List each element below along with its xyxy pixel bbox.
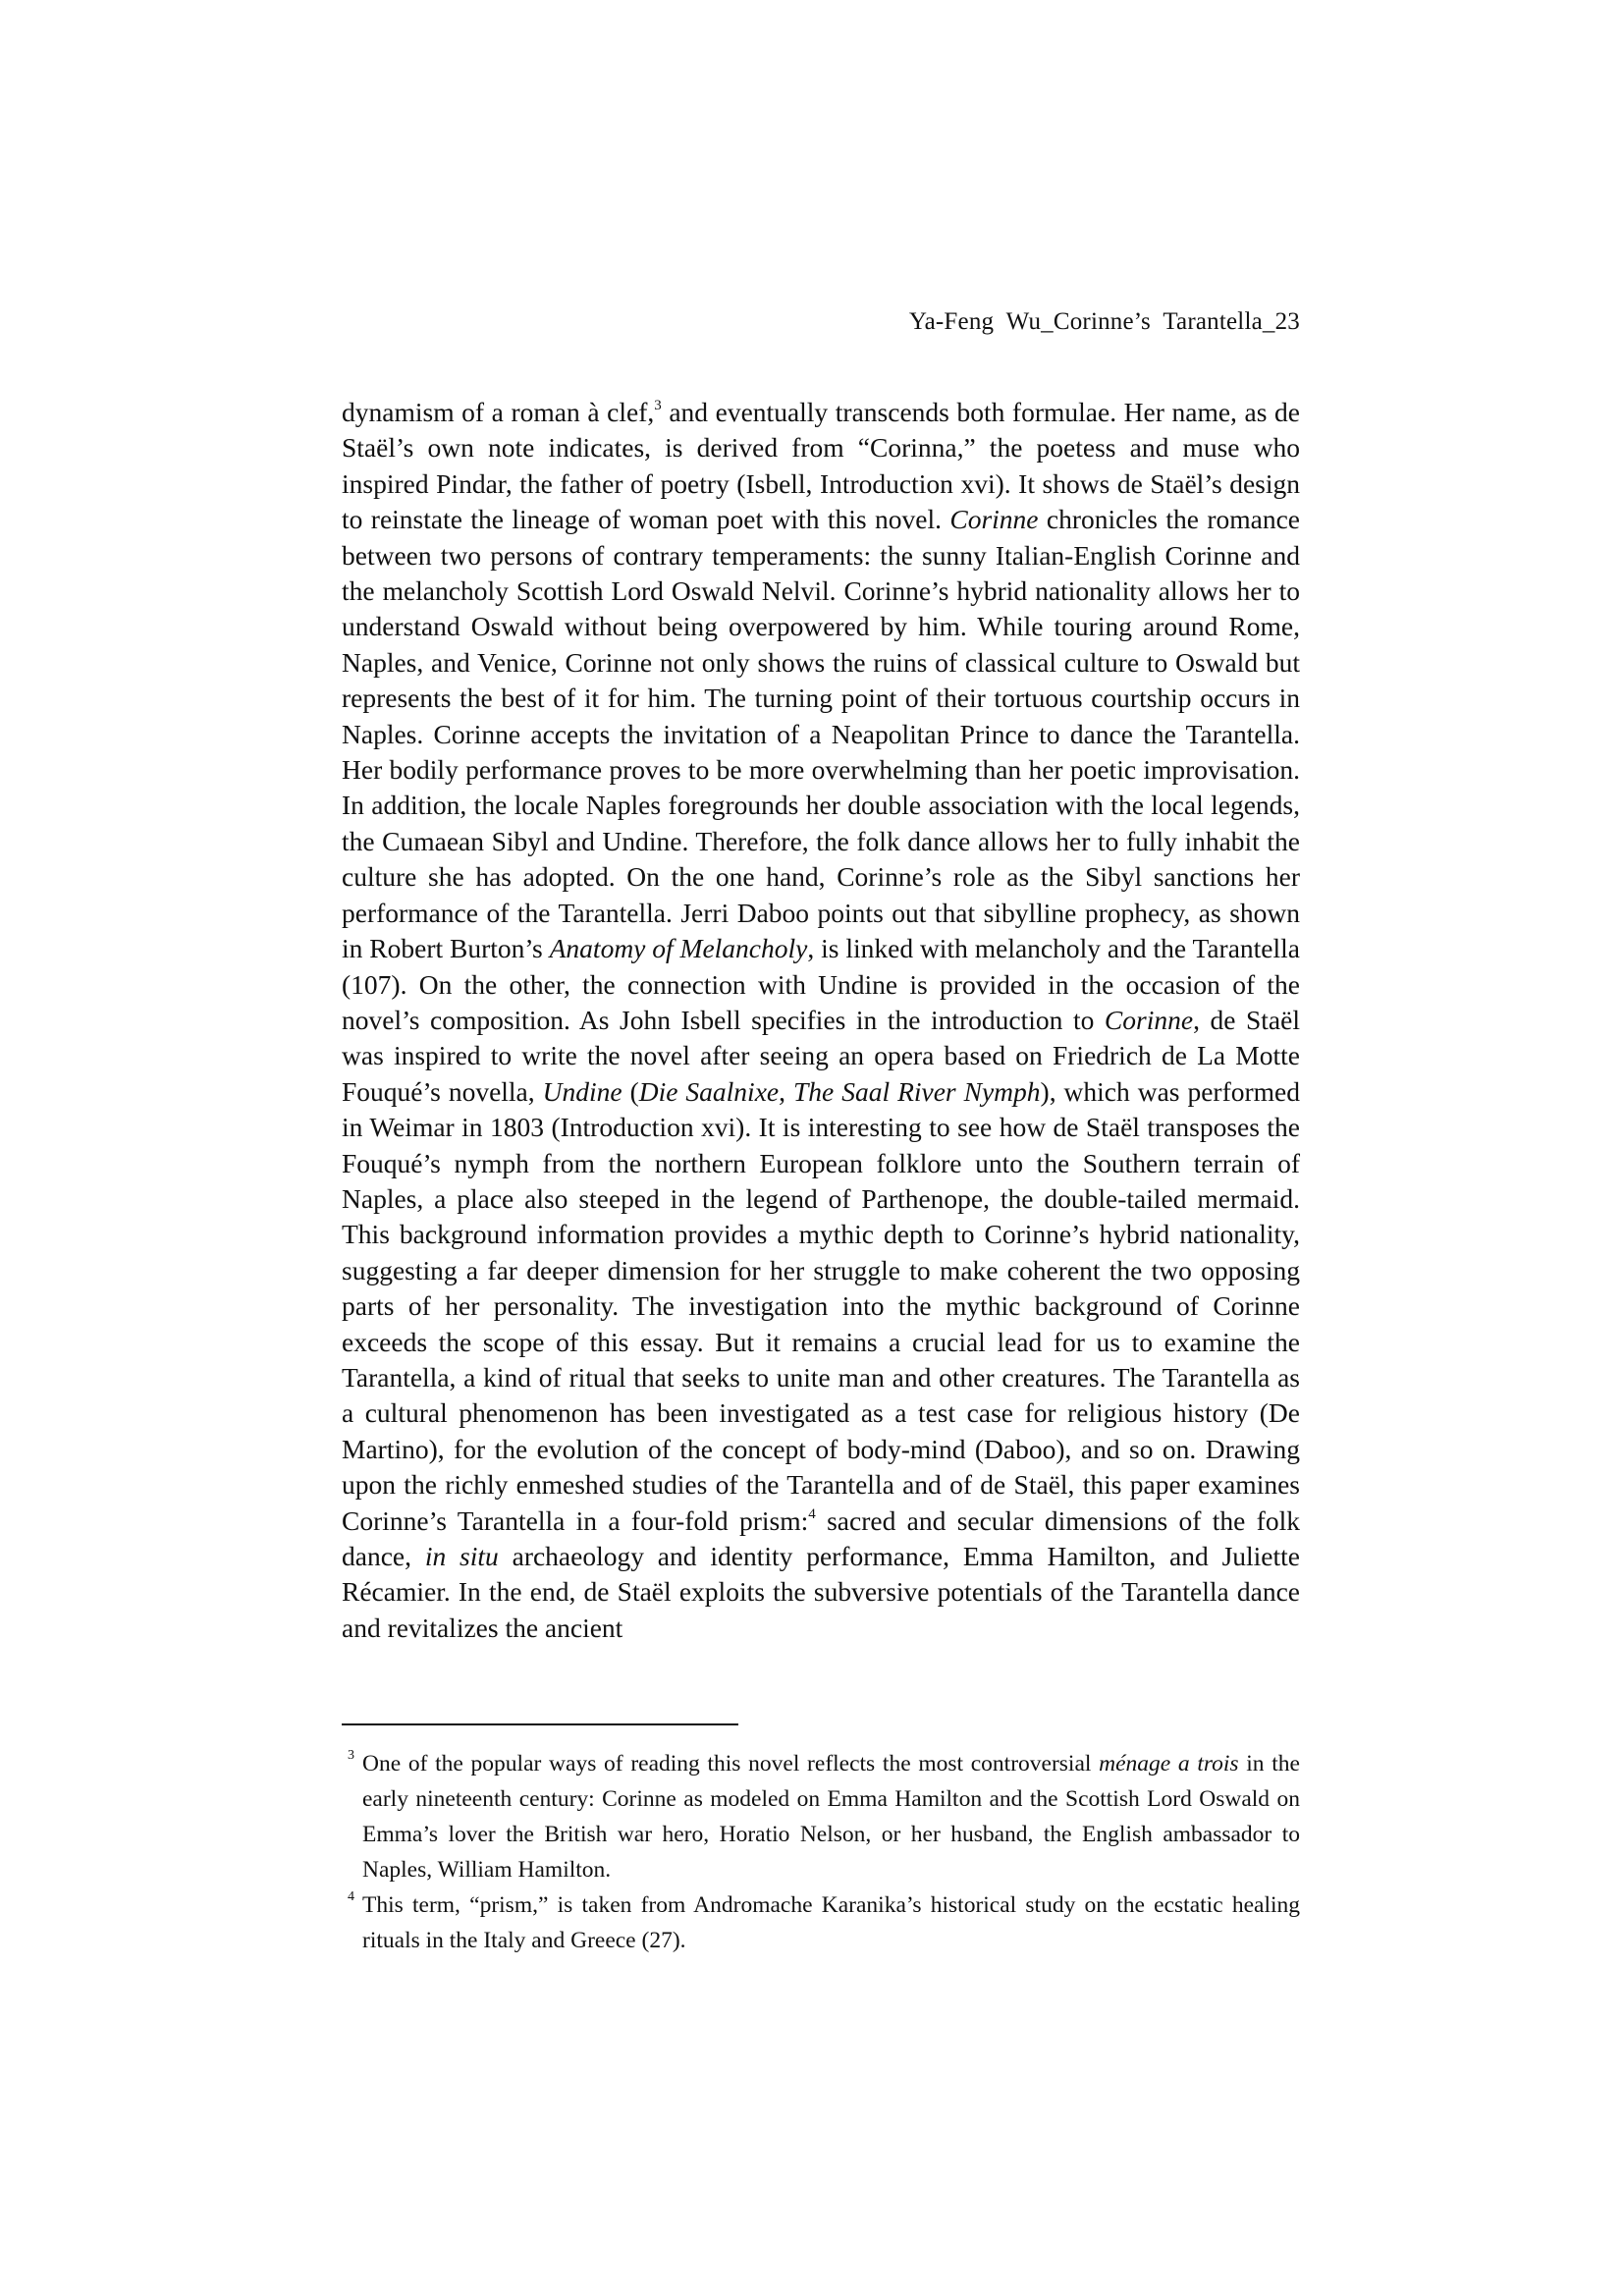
footnotes <box>342 1746 1300 1958</box>
body-text-segment: dynamism of a roman à clef, <box>342 397 655 427</box>
body-paragraph <box>342 395 1300 1646</box>
footnote-text: This term, “prism,” is taken from Andromache Karanika’s historical study on the ecstatic healing rituals in the Italy and Greece (27). <box>362 1892 1300 1953</box>
footnote-marker: 4 <box>348 1889 354 1904</box>
body-text-segment: and eventually transcends both formulae. Her name, as de Staël’s own note indicates, is derived from “Corinna,” the poetess and muse who inspired Pindar, the father of poetry (Isbell, Introduction xvi). It shows de Staël’s design to reinstate the lineage of woman poet with this novel. <box>342 397 1300 535</box>
body-text-segment: , <box>779 1075 793 1107</box>
footnote-reference-3[interactable]: 3 <box>654 398 662 413</box>
italic-title-saal-river-nymph: The Saal River Nymph <box>792 1075 1041 1107</box>
footnote-text: in the early nineteenth century: Corinne as modeled on Emma Hamilton and the Scottish Lord Oswald on Emma’s lover the British war hero, Horatio Nelson, or her husband, the English ambassador to Naples, William Hamilton. <box>362 1751 1300 1883</box>
italic-phrase-in-situ: in situ <box>424 1541 499 1571</box>
body-text-segment: , de Staël was inspired to write the novel after seeing an opera based on Friedrich de La Motte Fouqué’s novella, <box>342 1004 1300 1107</box>
italic-phrase-menage-a-trois: ménage a trois <box>1099 1751 1239 1777</box>
italic-title-die-saalnixe: Die Saalnixe <box>638 1075 780 1107</box>
running-head: Ya-Feng Wu_Corinne’s Tarantella_23 <box>908 308 1300 335</box>
footnote-text: One of the popular ways of reading this novel reflects the most controversial <box>362 1751 1100 1777</box>
italic-title-corinne: Corinne <box>1104 1004 1194 1035</box>
body-text-segment: , is linked with melancholy and the Tarantella (107). On the other, the connection with Undine is provided in the occasion of the novel’s composition. As John Isbell specifies in the introduction to <box>342 933 1300 1035</box>
body-text <box>342 395 1300 1646</box>
footnote-divider <box>342 1723 738 1725</box>
footnote-reference-4[interactable]: 4 <box>808 1505 816 1522</box>
footnote-3 <box>342 1746 1300 1887</box>
footnote-4 <box>342 1887 1300 1958</box>
italic-title-corinne: Corinne <box>949 504 1039 535</box>
italic-title-undine: Undine <box>542 1075 622 1107</box>
footnote-marker: 3 <box>348 1748 354 1763</box>
body-text-segment: ( <box>622 1075 639 1107</box>
italic-title-anatomy-of-melancholy: Anatomy of Melancholy <box>549 933 808 964</box>
body-text-segment: ), which was performed in Weimar in 1803 (Introduction xvi). It is interesting to see how de Staël transposes the Fouqué’s nymph from the northern European folklore unto the Southern terrain of Naples, a place also steeped in the legend of Parthenope, the double-tailed mermaid. This background information provides a mythic depth to Corinne’s hybrid nationality, suggesting a far deeper dimension for her struggle to make coherent the two opposing parts of her personality. The investigation into the mythic background of Corinne exceeds the scope of this essay. But it remains a crucial lead for us to examine the Tarantella, a kind of ritual that seeks to unite man and other creatures. The Tarantella as a cultural phenomenon has been investigated as a test case for religious history (De Martino), for the evolution of the concept of body-mind (Daboo), and so on. Drawing upon the richly enmeshed studies of the Tarantella and of de Staël, this paper examines Corinne’s Tarantella in a four-fold prism: <box>342 1075 1300 1536</box>
body-text-segment: sacred and secular dimensions of the folk dance, <box>342 1504 1300 1571</box>
body-text-segment: archaeology and identity performance, Emma Hamilton, and Juliette Récamier. In the end, de Staël exploits the subversive potentials of the Tarantella dance and revitalizes the ancient <box>342 1541 1300 1643</box>
body-text-segment: chronicles the romance between two persons of contrary temperaments: the sunny Italian-English Corinne and the melancholy Scottish Lord Oswald Nelvil. Corinne’s hybrid nationality allows her to understand Oswald without being overpowered by him. While touring around Rome, Naples, and Venice, Corinne not only shows the ruins of classical culture to Oswald but represents the best of it for him. The turning point of their tortuous courtship occurs in Naples. Corinne accepts the invitation of a Neapolitan Prince to dance the Tarantella. Her bodily performance proves to be more overwhelming than her poetic improvisation. In addition, the locale Naples foregrounds her double association with the local legends, the Cumaean Sibyl and Undine. Therefore, the folk dance allows her to fully inhabit the culture she has adopted. On the one hand, Corinne’s role as the Sibyl sanctions her performance of the Tarantella. Jerri Daboo points out that sibylline prophecy, as shown in Robert Burton’s <box>342 504 1300 964</box>
